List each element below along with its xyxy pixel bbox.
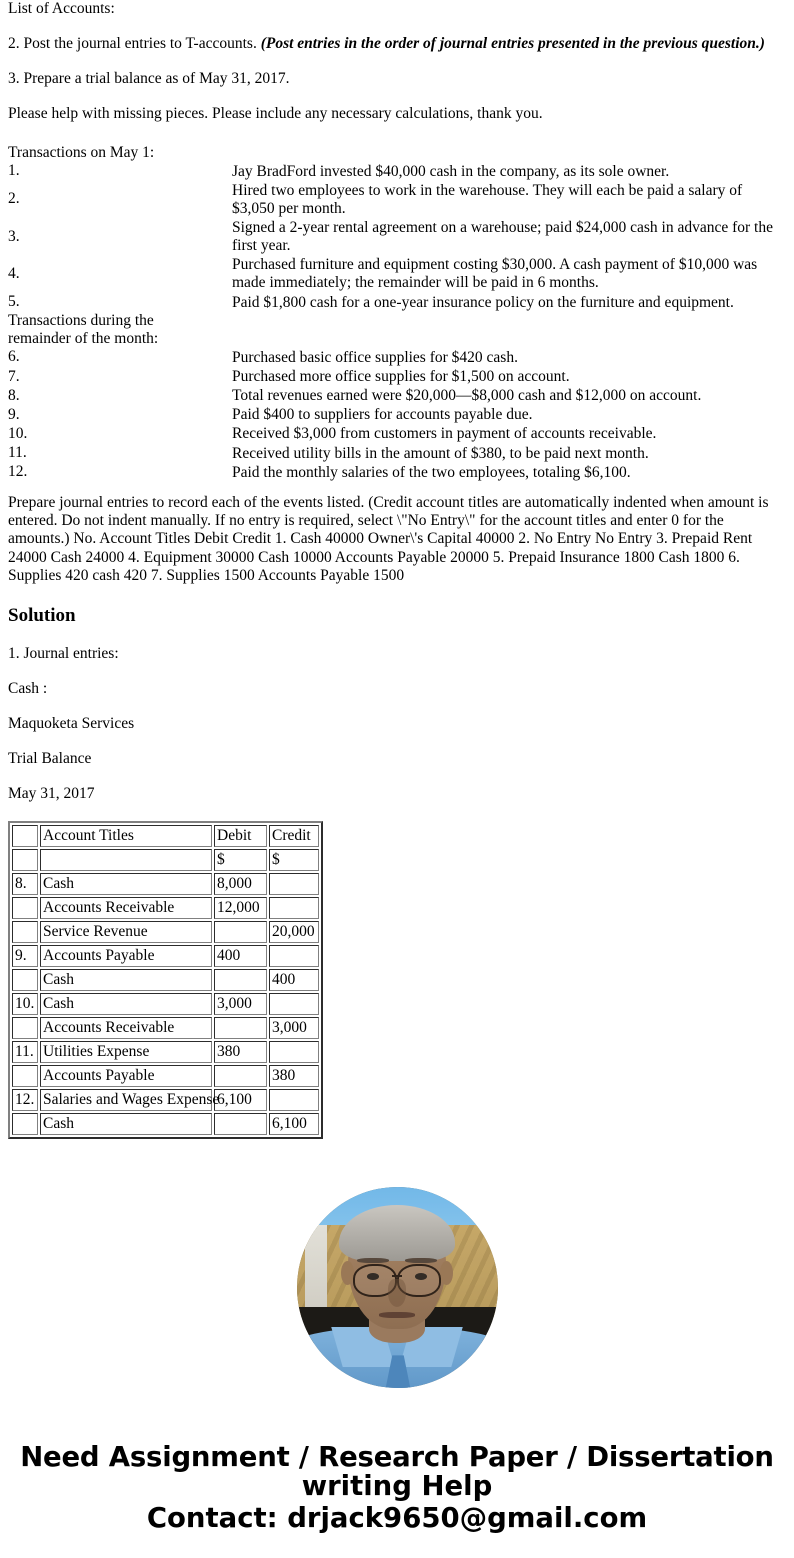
spacer [8,88,786,105]
transactions-list [8,144,786,482]
credit-amount [269,993,319,1015]
spacer [8,482,786,494]
debit-amount: 8,000 [214,873,267,895]
transaction-description: Received $3,000 from customers in payment of accounts receivable. [232,425,657,443]
photo-eyebrow-left [357,1258,389,1263]
column-header-debit: Debit [214,825,267,847]
transaction-number: 5. [8,293,20,310]
spacer [8,804,786,821]
spacer [8,585,786,605]
currency-cell-title [40,849,212,871]
entry-number: 12. [12,1089,38,1111]
photo-mouth [379,1312,415,1318]
entry-number [12,1017,38,1039]
account-title: Cash [40,993,212,1015]
account-title: Accounts Payable [40,1065,212,1087]
transaction-description: Paid $400 to suppliers for accounts payable due. [232,406,533,424]
column-header-titles: Account Titles [40,825,212,847]
promo-headline-line-1: Need Assignment / Research Paper / Dissertation [20,1440,774,1473]
transaction-description: Jay BradFord invested $40,000 cash in the company, as its sole owner. [232,162,670,180]
entry-number: 9. [12,945,38,967]
transaction-description: Purchased furniture and equipment costing $30,000. A cash payment of $10,000 was made immediately; the remainder will be paid in 6 months. [232,256,758,292]
spacer [8,18,786,35]
debit-amount [214,921,267,943]
photo-background-panel [305,1225,327,1317]
table-row [12,897,319,919]
transactions-remainder-heading [8,312,232,348]
credit-amount: 380 [269,1065,319,1087]
table-row [12,1089,319,1111]
column-header-credit: Credit [269,825,319,847]
transaction-number: 9. [8,405,20,423]
table-row [12,969,319,991]
spacer [8,1393,786,1443]
entry-number [12,921,38,943]
spacer [8,663,786,680]
credit-amount: 6,100 [269,1113,319,1135]
transaction-row [8,162,786,181]
spacer [8,628,786,645]
account-title: Accounts Payable [40,945,212,967]
spacer [8,768,786,785]
transaction-row [8,444,786,463]
transaction-row [8,348,786,367]
credit-amount: 400 [269,969,319,991]
transaction-description: Hired two employees to work in the warehouse. They will each be paid a salary of $3,050 per month. [232,181,743,217]
debit-amount [214,1017,267,1039]
empty-cell [232,144,786,162]
transaction-description: Paid the monthly salaries of the two employees, totaling $6,100. [232,463,631,481]
spacer [8,124,786,144]
transaction-row [8,218,786,255]
spacer [8,698,786,715]
debit-amount [214,969,267,991]
photo-eyeglass-bridge [392,1275,402,1277]
table-row [12,945,319,967]
list-of-accounts-label: List of Accounts: [8,0,115,17]
promo-block [8,1440,786,1535]
statement-date: May 31, 2017 [8,785,95,803]
promo-headline-line-2: writing Help [301,1470,493,1503]
spacer [8,1534,786,1558]
photo-eyebrow-right [405,1258,437,1263]
table-row [12,1065,319,1087]
transaction-description: Received utility bills in the amount of $380, to be paid next month. [232,444,649,462]
transaction-number: 8. [8,386,20,404]
entry-number [12,897,38,919]
account-title: Utilities Expense [40,1041,212,1063]
table-row [12,1017,319,1039]
account-title: Cash [40,1113,212,1135]
transaction-number: 6. [8,348,20,366]
currency-cell-no [12,849,38,871]
transaction-row [8,255,786,292]
transaction-row [8,293,786,312]
transaction-number: 1. [8,162,20,180]
avatar [297,1187,498,1388]
table-header-row [12,825,319,847]
debit-amount: 6,100 [214,1089,267,1111]
spacer [8,1139,786,1187]
empty-cell [232,312,786,348]
avatar-container [8,1187,786,1393]
currency-symbol-credit: $ [269,849,319,871]
account-title: Cash [40,969,212,991]
intro-section [8,0,786,124]
debit-amount: 380 [214,1041,267,1063]
credit-amount [269,1041,319,1063]
table-row [12,1041,319,1063]
journal-entry-instructions: Prepare journal entries to record each of the events listed. (Credit account titles are automatically indented when amount is entered. Do not indent manually. If no entry is required, select \"No Entry\" for the account titles and enter 0 for the amounts.) No. Account Titles Debit Credit 1. Cash 40000 Owner\'s Capital 40000 2. No Entry No Entry 3. Prepaid Rent 24000 Cash 24000 4. Equipment 30000 Cash 10000 Accounts Payable 20000 5. Prepaid Insurance 1800 Cash 1800 6. Supplies 420 cash 420 7. Supplies 1500 Accounts Payable 1500 [8,493,769,584]
entry-number [12,1113,38,1135]
table-row [12,873,319,895]
entry-number [12,969,38,991]
transaction-row [8,405,786,424]
transaction-description: Signed a 2-year rental agreement on a warehouse; paid $24,000 cash in advance for the first year. [232,219,773,255]
transaction-number: 11. [8,444,27,461]
request-note: Please help with missing pieces. Please include any necessary calculations, thank you. [8,105,543,123]
debit-amount [214,1113,267,1135]
entry-number: 8. [12,873,38,895]
transactions-remainder-heading-row [8,312,786,348]
instruction-2-emphasis: (Post entries in the order of journal entries presented in the previous question.) [260,35,765,53]
photo-nose [388,1279,406,1307]
transactions-may1-heading-row [8,144,786,162]
credit-amount [269,897,319,919]
table-row [12,993,319,1015]
account-title: Accounts Receivable [40,1017,212,1039]
credit-amount: 3,000 [269,1017,319,1039]
currency-symbol-debit: $ [214,849,267,871]
transaction-number: 3. [8,227,20,245]
transaction-description: Paid $1,800 cash for a one-year insurance policy on the furniture and equipment. [232,293,734,311]
transaction-row [8,386,786,405]
entry-number: 10. [12,993,38,1015]
credit-amount [269,873,319,895]
transaction-row [8,367,786,386]
debit-amount: 12,000 [214,897,267,919]
promo-contact-line: Contact: drjack9650@gmail.com [146,1501,648,1534]
transaction-number: 7. [8,367,20,385]
credit-amount [269,1089,319,1111]
debit-amount: 3,000 [214,993,267,1015]
transaction-number: 4. [8,264,20,282]
transaction-row [8,181,786,218]
account-title: Salaries and Wages Expense [40,1089,212,1111]
instruction-prepare-trial-balance: 3. Prepare a trial balance as of May 31, 2017. [8,70,290,88]
spacer [8,733,786,750]
debit-amount [214,1065,267,1087]
entry-number [12,1065,38,1087]
transaction-row [8,463,786,482]
transaction-number: 10. [8,424,28,442]
account-title: Accounts Receivable [40,897,212,919]
account-title: Cash [40,873,212,895]
instruction-post-to-t-accounts [8,35,786,53]
solution-heading: Solution [8,605,76,627]
photo-ear-left [341,1261,354,1285]
column-header-no [12,825,38,847]
transaction-number: 2. [8,190,20,208]
debit-amount: 400 [214,945,267,967]
transactions-may1-heading: Transactions on May 1: [8,143,155,161]
table-row [12,921,319,943]
journal-entries-label: 1. Journal entries: [8,644,119,662]
transaction-row [8,424,786,443]
credit-amount: 20,000 [269,921,319,943]
table-row [12,1113,319,1135]
trial-balance-table [8,821,323,1139]
table-currency-row [12,849,319,871]
statement-title: Trial Balance [8,750,92,768]
cash-label: Cash : [8,680,48,698]
credit-amount [269,945,319,967]
account-title: Service Revenue [40,921,212,943]
transactions-remainder-heading-label: Transactions during the remainder of the month: [8,311,159,347]
transaction-description: Total revenues earned were $20,000—$8,000 cash and $12,000 on account. [232,387,702,405]
entry-number: 11. [12,1041,38,1063]
instruction-2-text: 2. Post the journal entries to T-accounts. [8,35,261,53]
transaction-description: Purchased basic office supplies for $420 cash. [232,348,518,366]
transaction-description: Purchased more office supplies for $1,500 on account. [232,368,570,385]
transaction-number: 12. [8,463,28,481]
spacer [8,53,786,70]
company-name: Maquoketa Services [8,715,135,733]
